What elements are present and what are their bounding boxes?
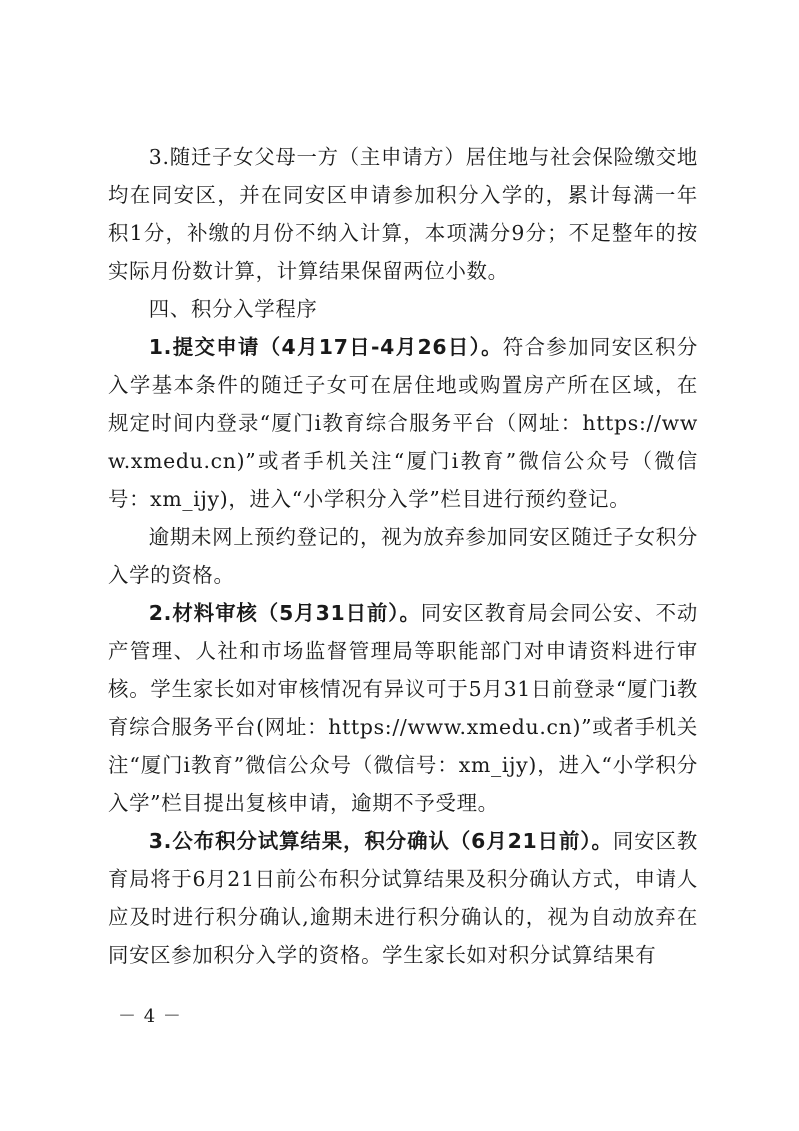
paragraph-lead: 3.公布积分试算结果，积分确认（6月21日前）。: [148, 829, 613, 853]
heading-text: 四、积分入学程序: [148, 297, 318, 321]
section-heading-admission-procedure: [108, 290, 698, 328]
paragraph-text: 符合参加同安区积分入学基本条件的随迁子女可在居住地或购置房产所在区域，在规定时间内登录“厦门i教育综合服务平台（网址：https://www.xmedu.cn)”或者手机关注“厦门i教育”微信公众号（微信号：xm_ijy)，进入“小学积分入学”栏目进行预约登记。: [108, 335, 698, 511]
paragraph-text: 同安区教育局会同公安、不动产管理、人社和市场监督管理局等职能部门对申请资料进行审核。学生家长如对审核情况有异议可于5月31日前登录“厦门i教育综合服务平台(网址：https://www.xmedu.cn)”或者手机关注“厦门i教育”微信公众号（微信号：xm_ijy)，进入“小学积分入学”栏目提出复核申请，逾期不予受理。: [108, 601, 699, 815]
paragraph-material-review: [108, 594, 698, 822]
paragraph-submit-application: [108, 328, 698, 518]
document-body: [108, 138, 698, 974]
paragraph-late-registration: [108, 518, 698, 594]
paragraph-score-announcement: [108, 822, 698, 974]
paragraph-residence-social-security: [108, 138, 698, 290]
paragraph-lead: 1.提交申请（4月17日-4月26日）。: [148, 335, 503, 359]
paragraph-text: 逾期未网上预约登记的，视为放弃参加同安区随迁子女积分入学的资格。: [108, 525, 698, 587]
page-number: － 4 －: [118, 1006, 182, 1027]
paragraph-lead: 2.材料审核（5月31日前）。: [148, 601, 421, 625]
paragraph-text: 3.随迁子女父母一方（主申请方）居住地与社会保险缴交地均在同安区，并在同安区申请参加积分入学的，累计每满一年积1分，补缴的月份不纳入计算，本项满分9分；不足整年的按实际月份数计算，计算结果保留两位小数。: [108, 145, 698, 283]
paragraph-text: 同安区教育局将于6月21日前公布积分试算结果及积分确认方式，申请人应及时进行积分确认,逾期未进行积分确认的，视为自动放弃在同安区参加积分入学的资格。学生家长如对积分试算结果有: [108, 829, 698, 967]
